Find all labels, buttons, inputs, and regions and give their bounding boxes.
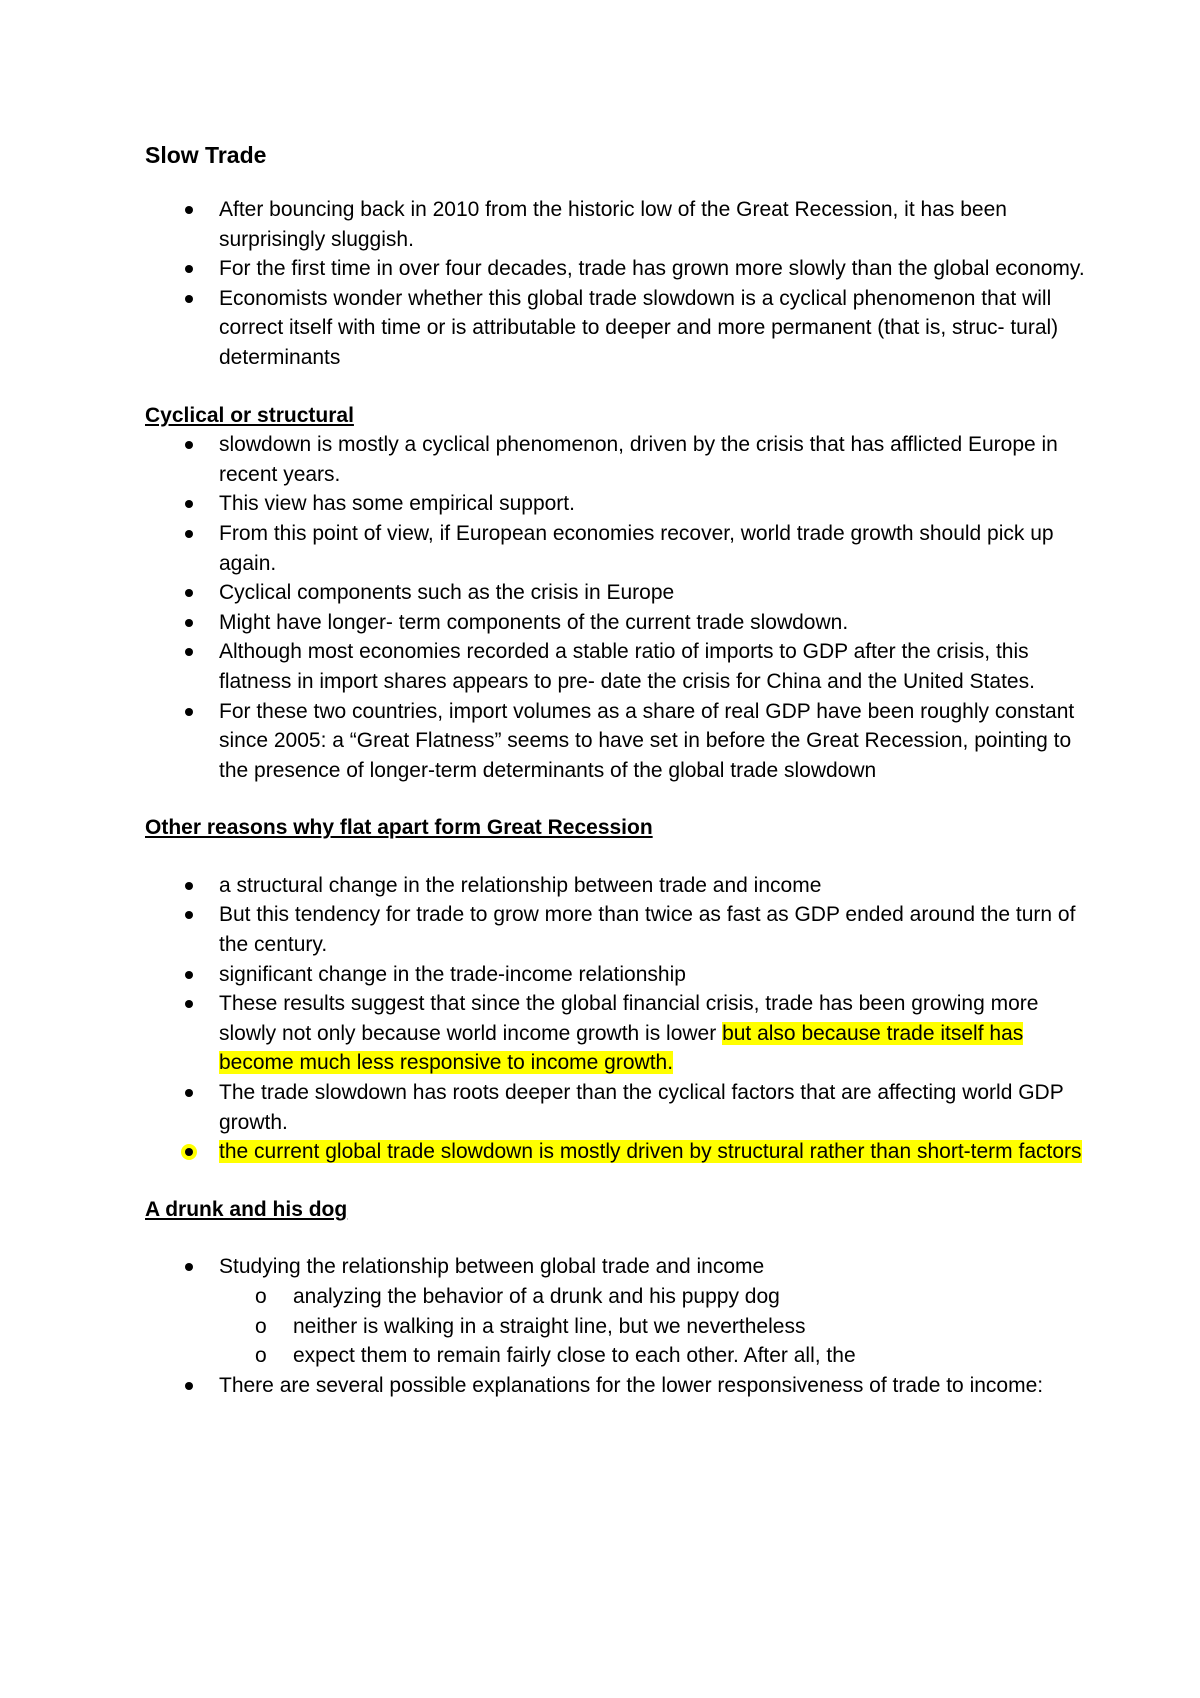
list-item: significant change in the trade-income relationship bbox=[145, 960, 1085, 990]
bullet-icon bbox=[185, 441, 193, 449]
list-item: For these two countries, import volumes as a share of real GDP have been roughly constant since 2005: a “Great Flatness” seems to have set in before the Great Recession, pointing to the presence of longer-term determinants of the global trade slowdown bbox=[145, 697, 1085, 786]
sub-list-item: o neither is walking in a straight line, but we nevertheless bbox=[219, 1312, 1085, 1342]
bullet-icon bbox=[185, 708, 193, 716]
section-heading-cyclical: Cyclical or structural bbox=[145, 403, 354, 427]
bullet-icon bbox=[185, 882, 193, 890]
bullet-icon bbox=[185, 589, 193, 597]
bullet-icon bbox=[185, 500, 193, 508]
cyclical-list bbox=[145, 430, 1085, 785]
list-item: Studying the relationship between global trade and income o analyzing the behavior of a drunk and his puppy dog o neither is walking in a straight line, but we nevertheless o expect them to remain fairly close to each other. After all, the bbox=[145, 1252, 1085, 1370]
list-item: Cyclical components such as the crisis in Europe bbox=[145, 578, 1085, 608]
bullet-icon bbox=[185, 1000, 193, 1008]
list-item: This view has some empirical support. bbox=[145, 489, 1085, 519]
list-item: After bouncing back in 2010 from the historic low of the Great Recession, it has been surprisingly sluggish. bbox=[145, 195, 1085, 254]
bullet-icon bbox=[185, 295, 193, 303]
circle-bullet-icon: o bbox=[255, 1344, 267, 1368]
bullet-icon bbox=[185, 265, 193, 273]
document-page bbox=[145, 140, 1085, 1400]
bullet-icon bbox=[185, 1089, 193, 1097]
bullet-icon bbox=[185, 1382, 193, 1390]
circle-bullet-icon: o bbox=[255, 1314, 267, 1338]
bullet-icon bbox=[185, 971, 193, 979]
drunk-dog-list bbox=[145, 1252, 1085, 1400]
bullet-icon bbox=[185, 206, 193, 214]
section-heading-drunk-dog: A drunk and his dog bbox=[145, 1197, 348, 1221]
sub-list-item: o expect them to remain fairly close to each other. After all, the bbox=[219, 1341, 1085, 1371]
sub-list-item: o analyzing the behavior of a drunk and his puppy dog bbox=[219, 1282, 1085, 1312]
highlighted-text: the current global trade slowdown is mostly driven by structural rather than short-term factors bbox=[219, 1140, 1082, 1164]
list-item: a structural change in the relationship between trade and income bbox=[145, 871, 1085, 901]
circle-bullet-icon: o bbox=[255, 1285, 267, 1308]
list-item: From this point of view, if European economies recover, world trade growth should pick up again. bbox=[145, 519, 1085, 578]
list-item: Might have longer- term components of the current trade slowdown. bbox=[145, 608, 1085, 638]
other-reasons-list bbox=[145, 871, 1085, 1167]
list-item: The trade slowdown has roots deeper than the cyclical factors that are affecting world GDP growth. bbox=[145, 1078, 1085, 1137]
page-title: Slow Trade bbox=[145, 142, 267, 168]
list-item: slowdown is mostly a cyclical phenomenon, driven by the crisis that has afflicted Europe in recent years. bbox=[145, 430, 1085, 489]
list-item: There are several possible explanations for the lower responsiveness of trade to income: bbox=[145, 1371, 1085, 1401]
section-heading-other-reasons: Other reasons why flat apart form Great Recession bbox=[145, 816, 653, 840]
list-item: Although most economies recorded a stable ratio of imports to GDP after the crisis, this flatness in import shares appears to pre- date the crisis for China and the United States. bbox=[145, 637, 1085, 696]
list-item bbox=[145, 1137, 1085, 1167]
highlighted-text: but also because trade itself has become much less responsive to income growth. bbox=[219, 1021, 1024, 1075]
bullet-icon bbox=[185, 619, 193, 627]
bullet-icon bbox=[185, 648, 193, 656]
list-item: But this tendency for trade to grow more than twice as fast as GDP ended around the turn of the century. bbox=[145, 900, 1085, 959]
sub-list bbox=[219, 1282, 1085, 1371]
intro-list bbox=[145, 195, 1085, 373]
bullet-icon bbox=[185, 530, 193, 538]
list-item: For the first time in over four decades, trade has grown more slowly than the global economy. bbox=[145, 254, 1085, 284]
bullet-icon bbox=[185, 1148, 193, 1156]
list-item: These results suggest that since the global financial crisis, trade has been growing more slowly not only because world income growth is lower but also because trade itself has become much less responsive to income growth. bbox=[145, 989, 1085, 1078]
bullet-icon bbox=[185, 911, 193, 919]
list-item: Economists wonder whether this global trade slowdown is a cyclical phenomenon that will correct itself with time or is attributable to deeper and more permanent (that is, struc- tural) determinants bbox=[145, 284, 1085, 373]
bullet-icon bbox=[185, 1263, 193, 1271]
